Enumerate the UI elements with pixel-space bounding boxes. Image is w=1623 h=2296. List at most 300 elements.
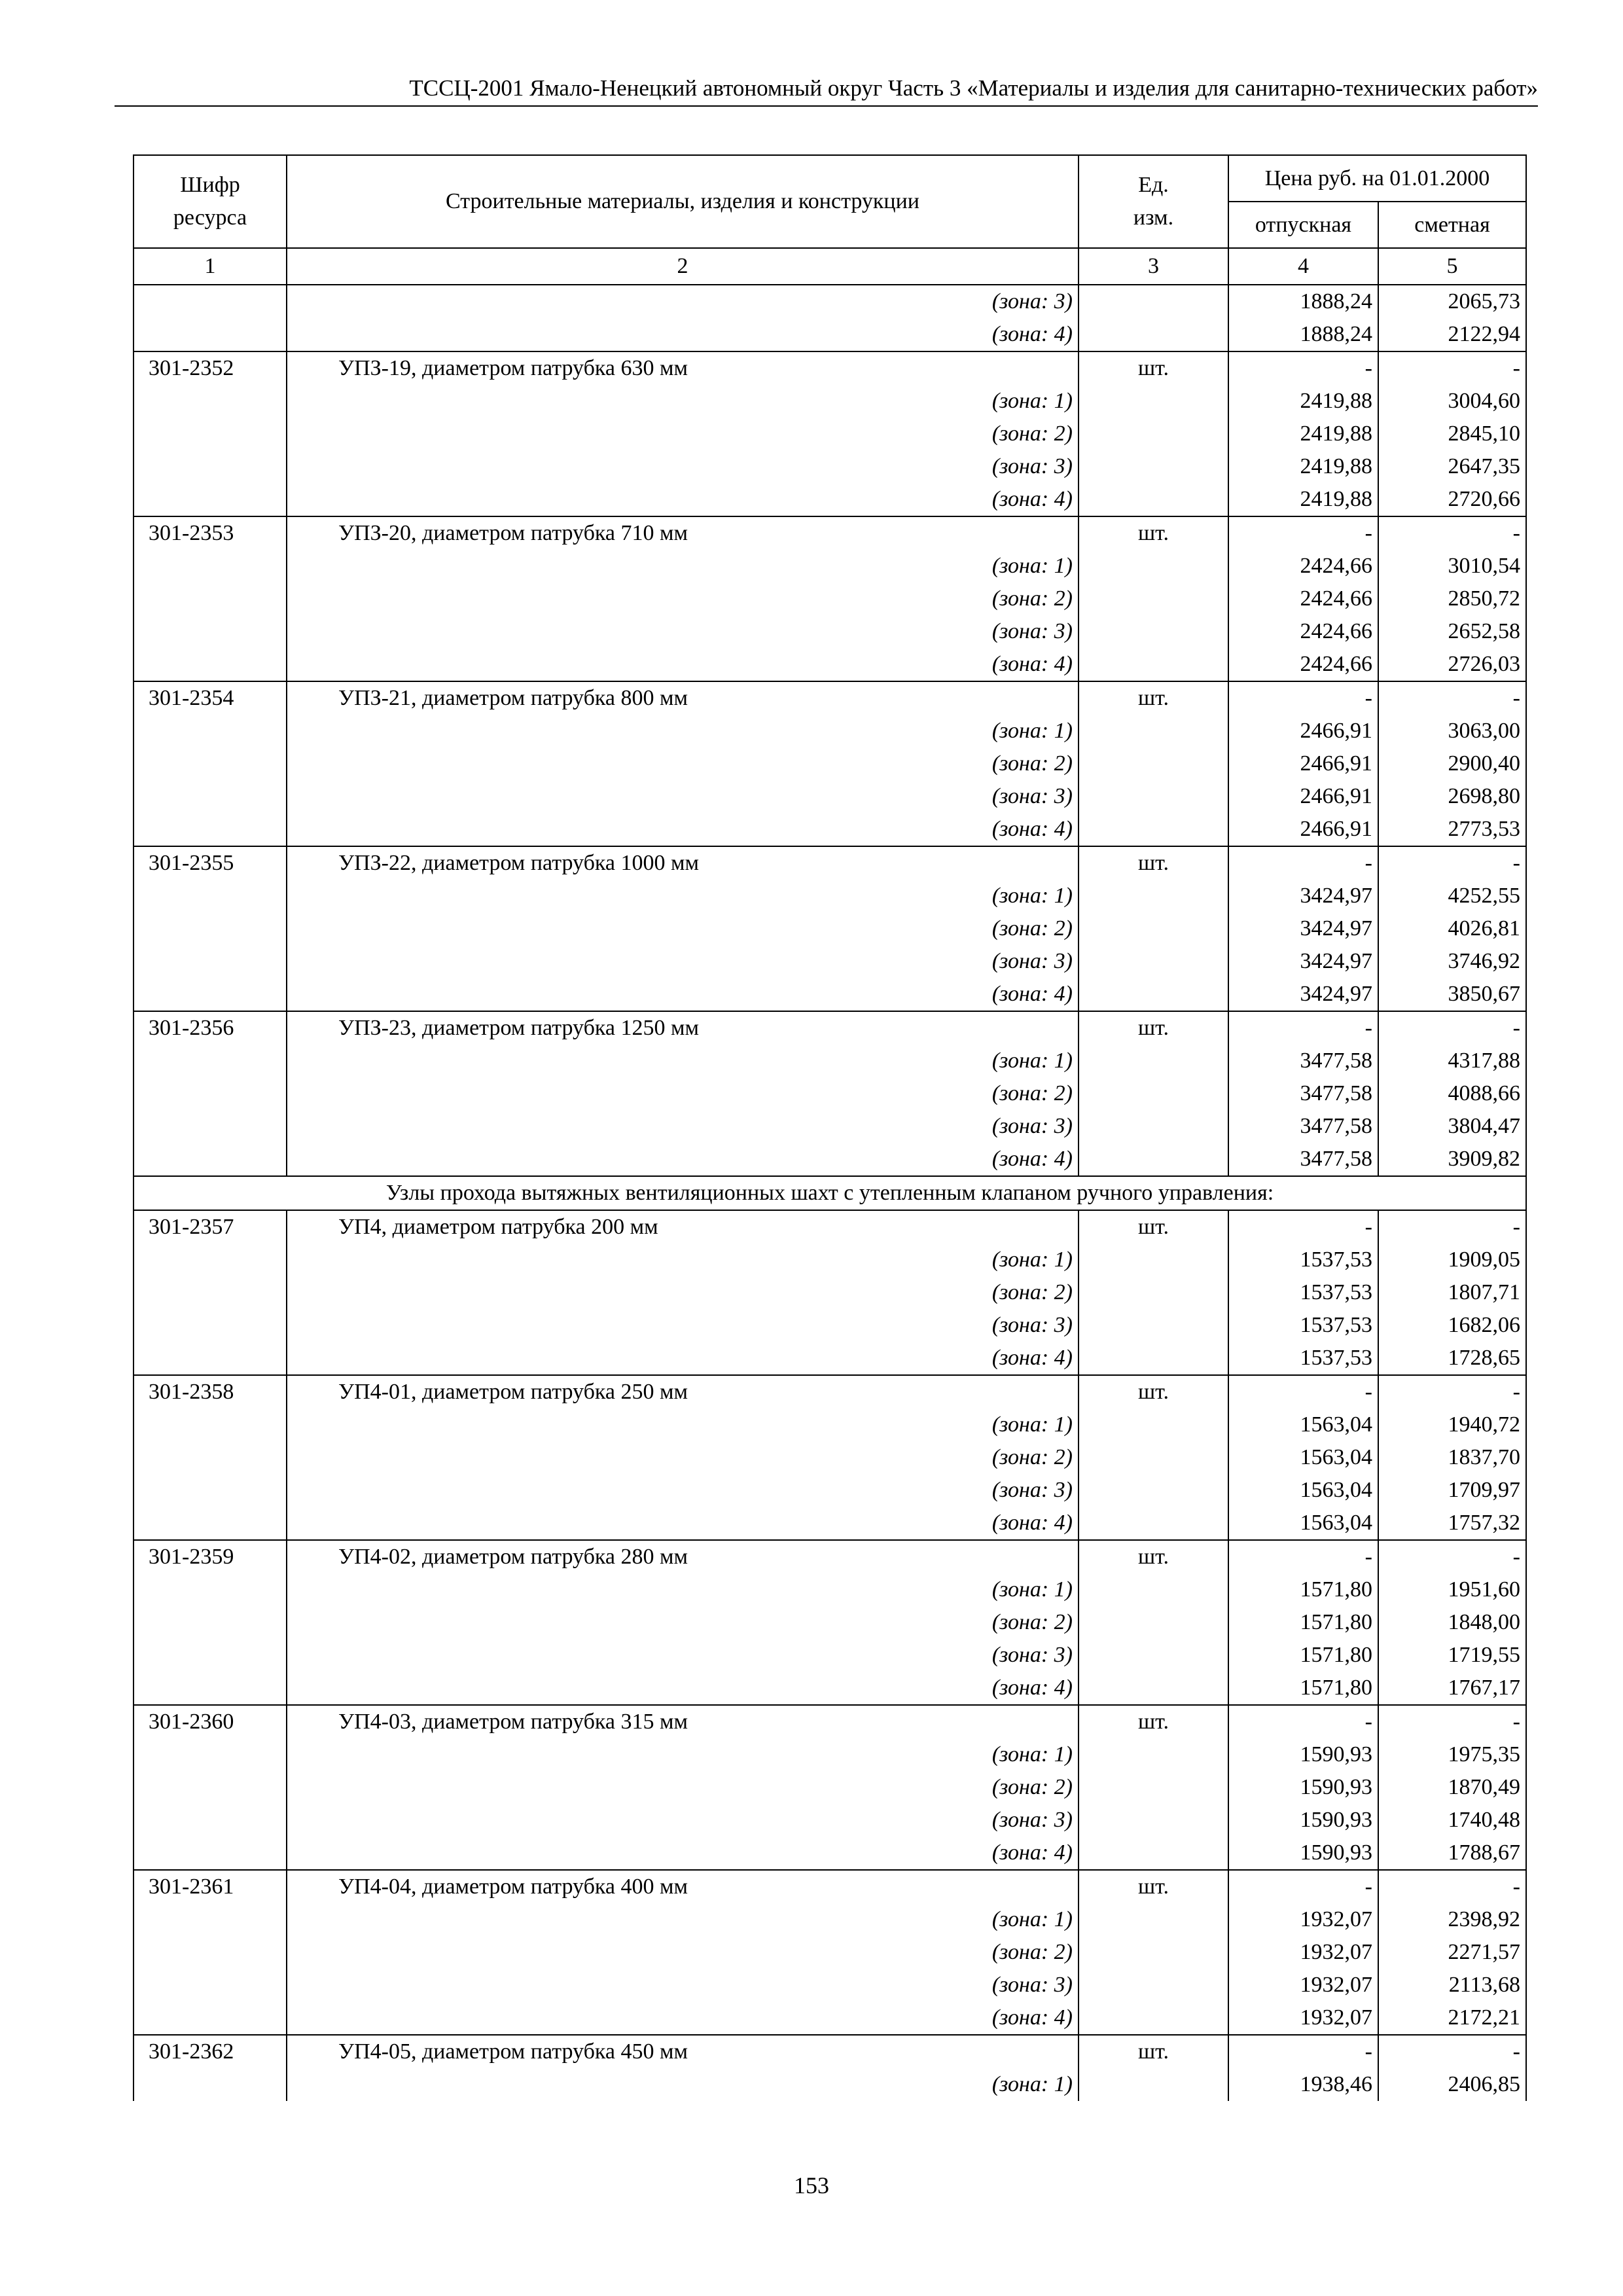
estimate-price-cell: 1870,49 (1378, 1771, 1526, 1804)
estimate-price-cell: 2398,92 (1378, 1903, 1526, 1936)
zone-row (134, 1077, 1526, 1110)
resource-code-cell (134, 483, 287, 516)
resource-code-cell (134, 945, 287, 978)
estimate-price-cell: 1728,65 (1378, 1342, 1526, 1375)
release-price-cell: - (1228, 1705, 1378, 1738)
release-price-cell: 2419,88 (1228, 385, 1378, 418)
unit-cell (1079, 1077, 1228, 1110)
resource-code-cell (134, 747, 287, 780)
zone-label: (зона: 2) (991, 586, 1073, 611)
release-price-cell: 1932,07 (1228, 1969, 1378, 2001)
zone-label: (зона: 2) (991, 1081, 1073, 1105)
item-name-cell (287, 846, 1079, 880)
zone-label: (зона: 1) (991, 1412, 1073, 1437)
estimate-price-cell: 2271,57 (1378, 1936, 1526, 1969)
zone-label-cell (287, 550, 1079, 583)
item-row (134, 681, 1526, 715)
zone-label-cell (287, 1276, 1079, 1309)
estimate-price-cell: 2172,21 (1378, 2001, 1526, 2035)
resource-code-cell (134, 880, 287, 912)
zone-label: (зона: 1) (991, 554, 1073, 578)
release-price-cell: 1563,04 (1228, 1507, 1378, 1540)
zone-row (134, 1903, 1526, 1936)
item-row (134, 1011, 1526, 1045)
release-price-cell: 2424,66 (1228, 648, 1378, 681)
zone-row (134, 1969, 1526, 2001)
zone-label-cell (287, 2068, 1079, 2101)
resource-code-cell (134, 1969, 287, 2001)
zone-row (134, 978, 1526, 1011)
release-price-cell: 1938,46 (1228, 2068, 1378, 2101)
zone-label: (зона: 1) (991, 1247, 1073, 1272)
table-body (134, 285, 1526, 2101)
release-price-cell: 1590,93 (1228, 1837, 1378, 1870)
unit-cell (1079, 450, 1228, 483)
resource-code-cell (134, 1143, 287, 1176)
release-price-cell: 3424,97 (1228, 945, 1378, 978)
column-header-code: Шифр ресурса (134, 155, 287, 248)
estimate-price-cell: 2900,40 (1378, 747, 1526, 780)
item-name-cell (287, 1705, 1079, 1738)
unit-cell (1079, 747, 1228, 780)
zone-label: (зона: 2) (991, 916, 1073, 941)
zone-row (134, 1672, 1526, 1705)
zone-label-cell (287, 1244, 1079, 1276)
zone-row (134, 880, 1526, 912)
unit-cell (1079, 1969, 1228, 2001)
item-row (134, 351, 1526, 385)
item-name-cell (287, 1011, 1079, 1045)
zone-label: (зона: 4) (991, 982, 1073, 1006)
release-price-cell: 2424,66 (1228, 550, 1378, 583)
release-price-cell: 1563,04 (1228, 1441, 1378, 1474)
section-row (134, 1176, 1526, 1210)
zone-row (134, 450, 1526, 483)
item-row (134, 1210, 1526, 1244)
zone-label-cell (287, 1309, 1079, 1342)
release-price-cell: 1571,80 (1228, 1639, 1378, 1672)
release-price-cell: - (1228, 681, 1378, 715)
resource-code-cell (134, 1738, 287, 1771)
item-name: УПЗ-19, диаметром патрубка 630 мм (338, 356, 688, 380)
zone-label: (зона: 1) (991, 1049, 1073, 1073)
resource-code-cell (134, 1936, 287, 1969)
zone-label-cell (287, 1507, 1079, 1540)
resource-code-cell (134, 978, 287, 1011)
estimate-price-cell: - (1378, 351, 1526, 385)
zone-label: (зона: 4) (991, 1840, 1073, 1865)
resource-code-cell (134, 1110, 287, 1143)
zone-row (134, 1573, 1526, 1606)
column-number: 3 (1079, 248, 1228, 285)
item-name-cell (287, 351, 1079, 385)
unit-cell (1079, 1804, 1228, 1837)
release-price-cell: 1537,53 (1228, 1244, 1378, 1276)
zone-row (134, 1639, 1526, 1672)
item-name-cell (287, 1210, 1079, 1244)
estimate-price-cell: 2065,73 (1378, 285, 1526, 318)
zone-label: (зона: 3) (991, 784, 1073, 808)
item-name: УПЗ-20, диаметром патрубка 710 мм (338, 521, 688, 545)
estimate-price-cell: 4088,66 (1378, 1077, 1526, 1110)
zone-label-cell (287, 880, 1079, 912)
release-price-cell: - (1228, 351, 1378, 385)
resource-code-cell (134, 2068, 287, 2101)
zone-row (134, 1244, 1526, 1276)
zone-row (134, 1507, 1526, 1540)
zone-label: (зона: 3) (991, 949, 1073, 973)
zone-label: (зона: 2) (991, 1280, 1073, 1304)
item-name: УП4-02, диаметром патрубка 280 мм (338, 1545, 688, 1569)
zone-label-cell (287, 285, 1079, 318)
zone-row (134, 1309, 1526, 1342)
unit-cell: шт. (1079, 1210, 1228, 1244)
zone-label-cell (287, 1474, 1079, 1507)
estimate-price-cell: 2122,94 (1378, 318, 1526, 351)
unit-cell (1079, 615, 1228, 648)
estimate-price-cell: 3010,54 (1378, 550, 1526, 583)
zone-row (134, 615, 1526, 648)
unit-cell (1079, 945, 1228, 978)
zone-label-cell (287, 1639, 1079, 1672)
unit-cell (1079, 1244, 1228, 1276)
resource-code-cell (134, 1077, 287, 1110)
release-price-cell: 1888,24 (1228, 318, 1378, 351)
zone-label: (зона: 3) (991, 1114, 1073, 1138)
release-price-cell: 1537,53 (1228, 1342, 1378, 1375)
unit-cell: шт. (1079, 1705, 1228, 1738)
unit-cell: шт. (1079, 1011, 1228, 1045)
unit-cell: шт. (1079, 516, 1228, 550)
estimate-price-cell: 1740,48 (1378, 1804, 1526, 1837)
unit-cell: шт. (1079, 351, 1228, 385)
resource-code-cell: 301-2362 (134, 2035, 287, 2068)
unit-cell (1079, 483, 1228, 516)
zone-label: (зона: 3) (991, 1973, 1073, 1997)
zone-label-cell (287, 385, 1079, 418)
unit-cell (1079, 1408, 1228, 1441)
resource-code-cell (134, 813, 287, 846)
unit-cell: шт. (1079, 1870, 1228, 1903)
unit-cell (1079, 1639, 1228, 1672)
zone-row (134, 318, 1526, 351)
zone-label: (зона: 1) (991, 1907, 1073, 1931)
unit-cell (1079, 1143, 1228, 1176)
resource-code-cell (134, 1408, 287, 1441)
unit-cell (1079, 780, 1228, 813)
item-name-cell (287, 681, 1079, 715)
item-row (134, 1540, 1526, 1573)
zone-row (134, 1474, 1526, 1507)
release-price-cell: - (1228, 1011, 1378, 1045)
zone-label-cell (287, 1606, 1079, 1639)
resource-code-cell: 301-2355 (134, 846, 287, 880)
estimate-price-cell: - (1378, 1210, 1526, 1244)
resource-code-cell (134, 1342, 287, 1375)
resource-code-cell (134, 1573, 287, 1606)
estimate-price-cell: 1757,32 (1378, 1507, 1526, 1540)
zone-label: (зона: 4) (991, 322, 1073, 346)
zone-row (134, 1110, 1526, 1143)
unit-cell (1079, 2068, 1228, 2101)
zone-label: (зона: 2) (991, 751, 1073, 776)
zone-label-cell (287, 318, 1079, 351)
column-number: 2 (287, 248, 1079, 285)
release-price-cell: 3477,58 (1228, 1110, 1378, 1143)
zone-row (134, 285, 1526, 318)
zone-label: (зона: 2) (991, 1940, 1073, 1964)
unit-cell (1079, 1507, 1228, 1540)
zone-label-cell (287, 450, 1079, 483)
unit-cell (1079, 1837, 1228, 1870)
zone-label-cell (287, 1837, 1079, 1870)
unit-cell (1079, 1606, 1228, 1639)
running-header: ТССЦ-2001 Ямало-Ненецкий автономный округ Часть 3 «Материалы и изделия для санитарно-технических работ» (409, 75, 1538, 101)
estimate-price-cell: 1807,71 (1378, 1276, 1526, 1309)
estimate-price-cell: 2845,10 (1378, 418, 1526, 450)
zone-label-cell (287, 1408, 1079, 1441)
estimate-price-cell: 4252,55 (1378, 880, 1526, 912)
zone-label-cell (287, 978, 1079, 1011)
release-price-cell: 1932,07 (1228, 1903, 1378, 1936)
zone-row (134, 1804, 1526, 1837)
unit-cell (1079, 715, 1228, 747)
zone-label-cell (287, 1110, 1079, 1143)
unit-cell (1079, 880, 1228, 912)
release-price-cell: 1590,93 (1228, 1771, 1378, 1804)
release-price-cell: - (1228, 1870, 1378, 1903)
estimate-price-cell: 1909,05 (1378, 1244, 1526, 1276)
estimate-price-cell: 1709,97 (1378, 1474, 1526, 1507)
resource-code-cell (134, 1244, 287, 1276)
zone-row (134, 648, 1526, 681)
estimate-price-cell: 1767,17 (1378, 1672, 1526, 1705)
zone-label: (зона: 4) (991, 487, 1073, 511)
zone-row (134, 2001, 1526, 2035)
unit-cell: шт. (1079, 1540, 1228, 1573)
zone-label-cell (287, 1903, 1079, 1936)
resource-code-cell (134, 780, 287, 813)
item-name: УП4-03, диаметром патрубка 315 мм (338, 1710, 688, 1734)
resource-code-cell (134, 715, 287, 747)
item-row (134, 846, 1526, 880)
release-price-cell: - (1228, 1540, 1378, 1573)
zone-label: (зона: 3) (991, 1643, 1073, 1667)
resource-code-cell (134, 385, 287, 418)
item-row (134, 2035, 1526, 2068)
estimate-price-cell: 2652,58 (1378, 615, 1526, 648)
resource-code-cell: 301-2352 (134, 351, 287, 385)
item-name: УП4-04, диаметром патрубка 400 мм (338, 1874, 688, 1899)
estimate-price-cell: - (1378, 1705, 1526, 1738)
resource-code-cell: 301-2356 (134, 1011, 287, 1045)
unit-cell (1079, 1276, 1228, 1309)
release-price-cell: 2466,91 (1228, 715, 1378, 747)
release-price-cell: 3477,58 (1228, 1143, 1378, 1176)
zone-label-cell (287, 648, 1079, 681)
zone-label: (зона: 3) (991, 619, 1073, 643)
resource-code-cell: 301-2358 (134, 1375, 287, 1408)
unit-cell: шт. (1079, 1375, 1228, 1408)
release-price-cell: - (1228, 846, 1378, 880)
unit-cell (1079, 1342, 1228, 1375)
release-price-cell: 3424,97 (1228, 978, 1378, 1011)
zone-label: (зона: 3) (991, 1808, 1073, 1832)
estimate-price-cell: 4026,81 (1378, 912, 1526, 945)
release-price-cell: 2466,91 (1228, 747, 1378, 780)
unit-cell (1079, 1045, 1228, 1077)
release-price-cell: 2466,91 (1228, 780, 1378, 813)
item-name: УПЗ-23, диаметром патрубка 1250 мм (338, 1016, 700, 1040)
release-price-cell: 2419,88 (1228, 483, 1378, 516)
resource-code-cell (134, 285, 287, 318)
estimate-price-cell: 2720,66 (1378, 483, 1526, 516)
zone-row (134, 1276, 1526, 1309)
estimate-price-cell: - (1378, 1540, 1526, 1573)
resource-code-cell (134, 1276, 287, 1309)
estimate-price-cell: - (1378, 846, 1526, 880)
zone-label: (зона: 4) (991, 1147, 1073, 1171)
estimate-price-cell: 1940,72 (1378, 1408, 1526, 1441)
resource-code-cell (134, 1474, 287, 1507)
zone-label: (зона: 3) (991, 289, 1073, 314)
zone-row (134, 1936, 1526, 1969)
zone-label: (зона: 4) (991, 817, 1073, 841)
zone-row (134, 813, 1526, 846)
item-name: УП4-05, диаметром патрубка 450 мм (338, 2039, 688, 2064)
column-header-price-estimate: сметная (1378, 202, 1526, 248)
zone-label: (зона: 2) (991, 1610, 1073, 1634)
item-row (134, 516, 1526, 550)
zone-label-cell (287, 1738, 1079, 1771)
unit-cell (1079, 1738, 1228, 1771)
page-number: 153 (794, 2172, 829, 2198)
estimate-price-cell: 3804,47 (1378, 1110, 1526, 1143)
unit-cell (1079, 1936, 1228, 1969)
zone-label: (зона: 1) (991, 884, 1073, 908)
unit-cell (1079, 583, 1228, 615)
release-price-cell: 1563,04 (1228, 1408, 1378, 1441)
item-name-cell (287, 1540, 1079, 1573)
release-price-cell: - (1228, 1210, 1378, 1244)
release-price-cell: 2419,88 (1228, 418, 1378, 450)
zone-label-cell (287, 1441, 1079, 1474)
zone-label: (зона: 1) (991, 1742, 1073, 1767)
unit-cell (1079, 1903, 1228, 1936)
zone-label: (зона: 4) (991, 1511, 1073, 1535)
unit-cell (1079, 1771, 1228, 1804)
item-name: УПЗ-21, диаметром патрубка 800 мм (338, 686, 688, 710)
estimate-price-cell: - (1378, 2035, 1526, 2068)
zone-label-cell (287, 1045, 1079, 1077)
release-price-cell: 1571,80 (1228, 1672, 1378, 1705)
zone-label-cell (287, 483, 1079, 516)
zone-label-cell (287, 715, 1079, 747)
resource-code-cell (134, 1639, 287, 1672)
zone-row (134, 1837, 1526, 1870)
release-price-cell: 1571,80 (1228, 1573, 1378, 1606)
estimate-price-cell: 1788,67 (1378, 1837, 1526, 1870)
unit-cell (1079, 2001, 1228, 2035)
column-number: 4 (1228, 248, 1378, 285)
resource-code-cell (134, 1309, 287, 1342)
release-price-cell: 1590,93 (1228, 1738, 1378, 1771)
unit-cell (1079, 1672, 1228, 1705)
release-price-cell: 3424,97 (1228, 880, 1378, 912)
release-price-cell: 3477,58 (1228, 1077, 1378, 1110)
unit-cell: шт. (1079, 846, 1228, 880)
zone-label: (зона: 2) (991, 422, 1073, 446)
zone-label-cell (287, 1771, 1079, 1804)
unit-cell (1079, 912, 1228, 945)
zone-row (134, 912, 1526, 945)
zone-row (134, 1738, 1526, 1771)
zone-label-cell (287, 813, 1079, 846)
zone-label-cell (287, 912, 1079, 945)
resource-code-cell (134, 1771, 287, 1804)
zone-label: (зона: 1) (991, 719, 1073, 743)
unit-cell (1079, 550, 1228, 583)
unit-cell (1079, 978, 1228, 1011)
resource-code-cell (134, 1672, 287, 1705)
release-price-cell: 1932,07 (1228, 1936, 1378, 1969)
header-divider (115, 105, 1538, 107)
column-header-name: Строительные материалы, изделия и конструкции (287, 155, 1079, 248)
column-number: 5 (1378, 248, 1526, 285)
resource-code-cell: 301-2360 (134, 1705, 287, 1738)
unit-cell (1079, 1441, 1228, 1474)
estimate-price-cell: 1682,06 (1378, 1309, 1526, 1342)
price-table (133, 154, 1527, 2101)
zone-row (134, 550, 1526, 583)
zone-label: (зона: 2) (991, 1775, 1073, 1799)
zone-label: (зона: 4) (991, 1676, 1073, 1700)
release-price-cell: - (1228, 1375, 1378, 1408)
zone-row (134, 1143, 1526, 1176)
estimate-price-cell: - (1378, 1375, 1526, 1408)
release-price-cell: 1590,93 (1228, 1804, 1378, 1837)
zone-label-cell (287, 583, 1079, 615)
resource-code-cell (134, 912, 287, 945)
release-price-cell: 2424,66 (1228, 615, 1378, 648)
zone-row (134, 945, 1526, 978)
column-number: 1 (134, 248, 287, 285)
unit-cell (1079, 1573, 1228, 1606)
zone-label: (зона: 1) (991, 389, 1073, 413)
release-price-cell: - (1228, 516, 1378, 550)
release-price-cell: 3477,58 (1228, 1045, 1378, 1077)
section-heading: Узлы прохода вытяжных вентиляционных шахт с утепленным клапаном ручного управления: (134, 1176, 1526, 1210)
unit-cell (1079, 285, 1228, 318)
zone-label: (зона: 3) (991, 1313, 1073, 1337)
resource-code-cell (134, 1837, 287, 1870)
unit-cell (1079, 813, 1228, 846)
resource-code-cell (134, 648, 287, 681)
zone-label-cell (287, 1672, 1079, 1705)
item-name-cell (287, 1375, 1079, 1408)
zone-row (134, 483, 1526, 516)
unit-cell (1079, 648, 1228, 681)
zone-label: (зона: 3) (991, 454, 1073, 478)
unit-cell (1079, 385, 1228, 418)
estimate-price-cell: 2698,80 (1378, 780, 1526, 813)
zone-label-cell (287, 615, 1079, 648)
estimate-price-cell: 3063,00 (1378, 715, 1526, 747)
estimate-price-cell: 2113,68 (1378, 1969, 1526, 2001)
zone-row (134, 1045, 1526, 1077)
estimate-price-cell: 1951,60 (1378, 1573, 1526, 1606)
unit-cell: шт. (1079, 681, 1228, 715)
